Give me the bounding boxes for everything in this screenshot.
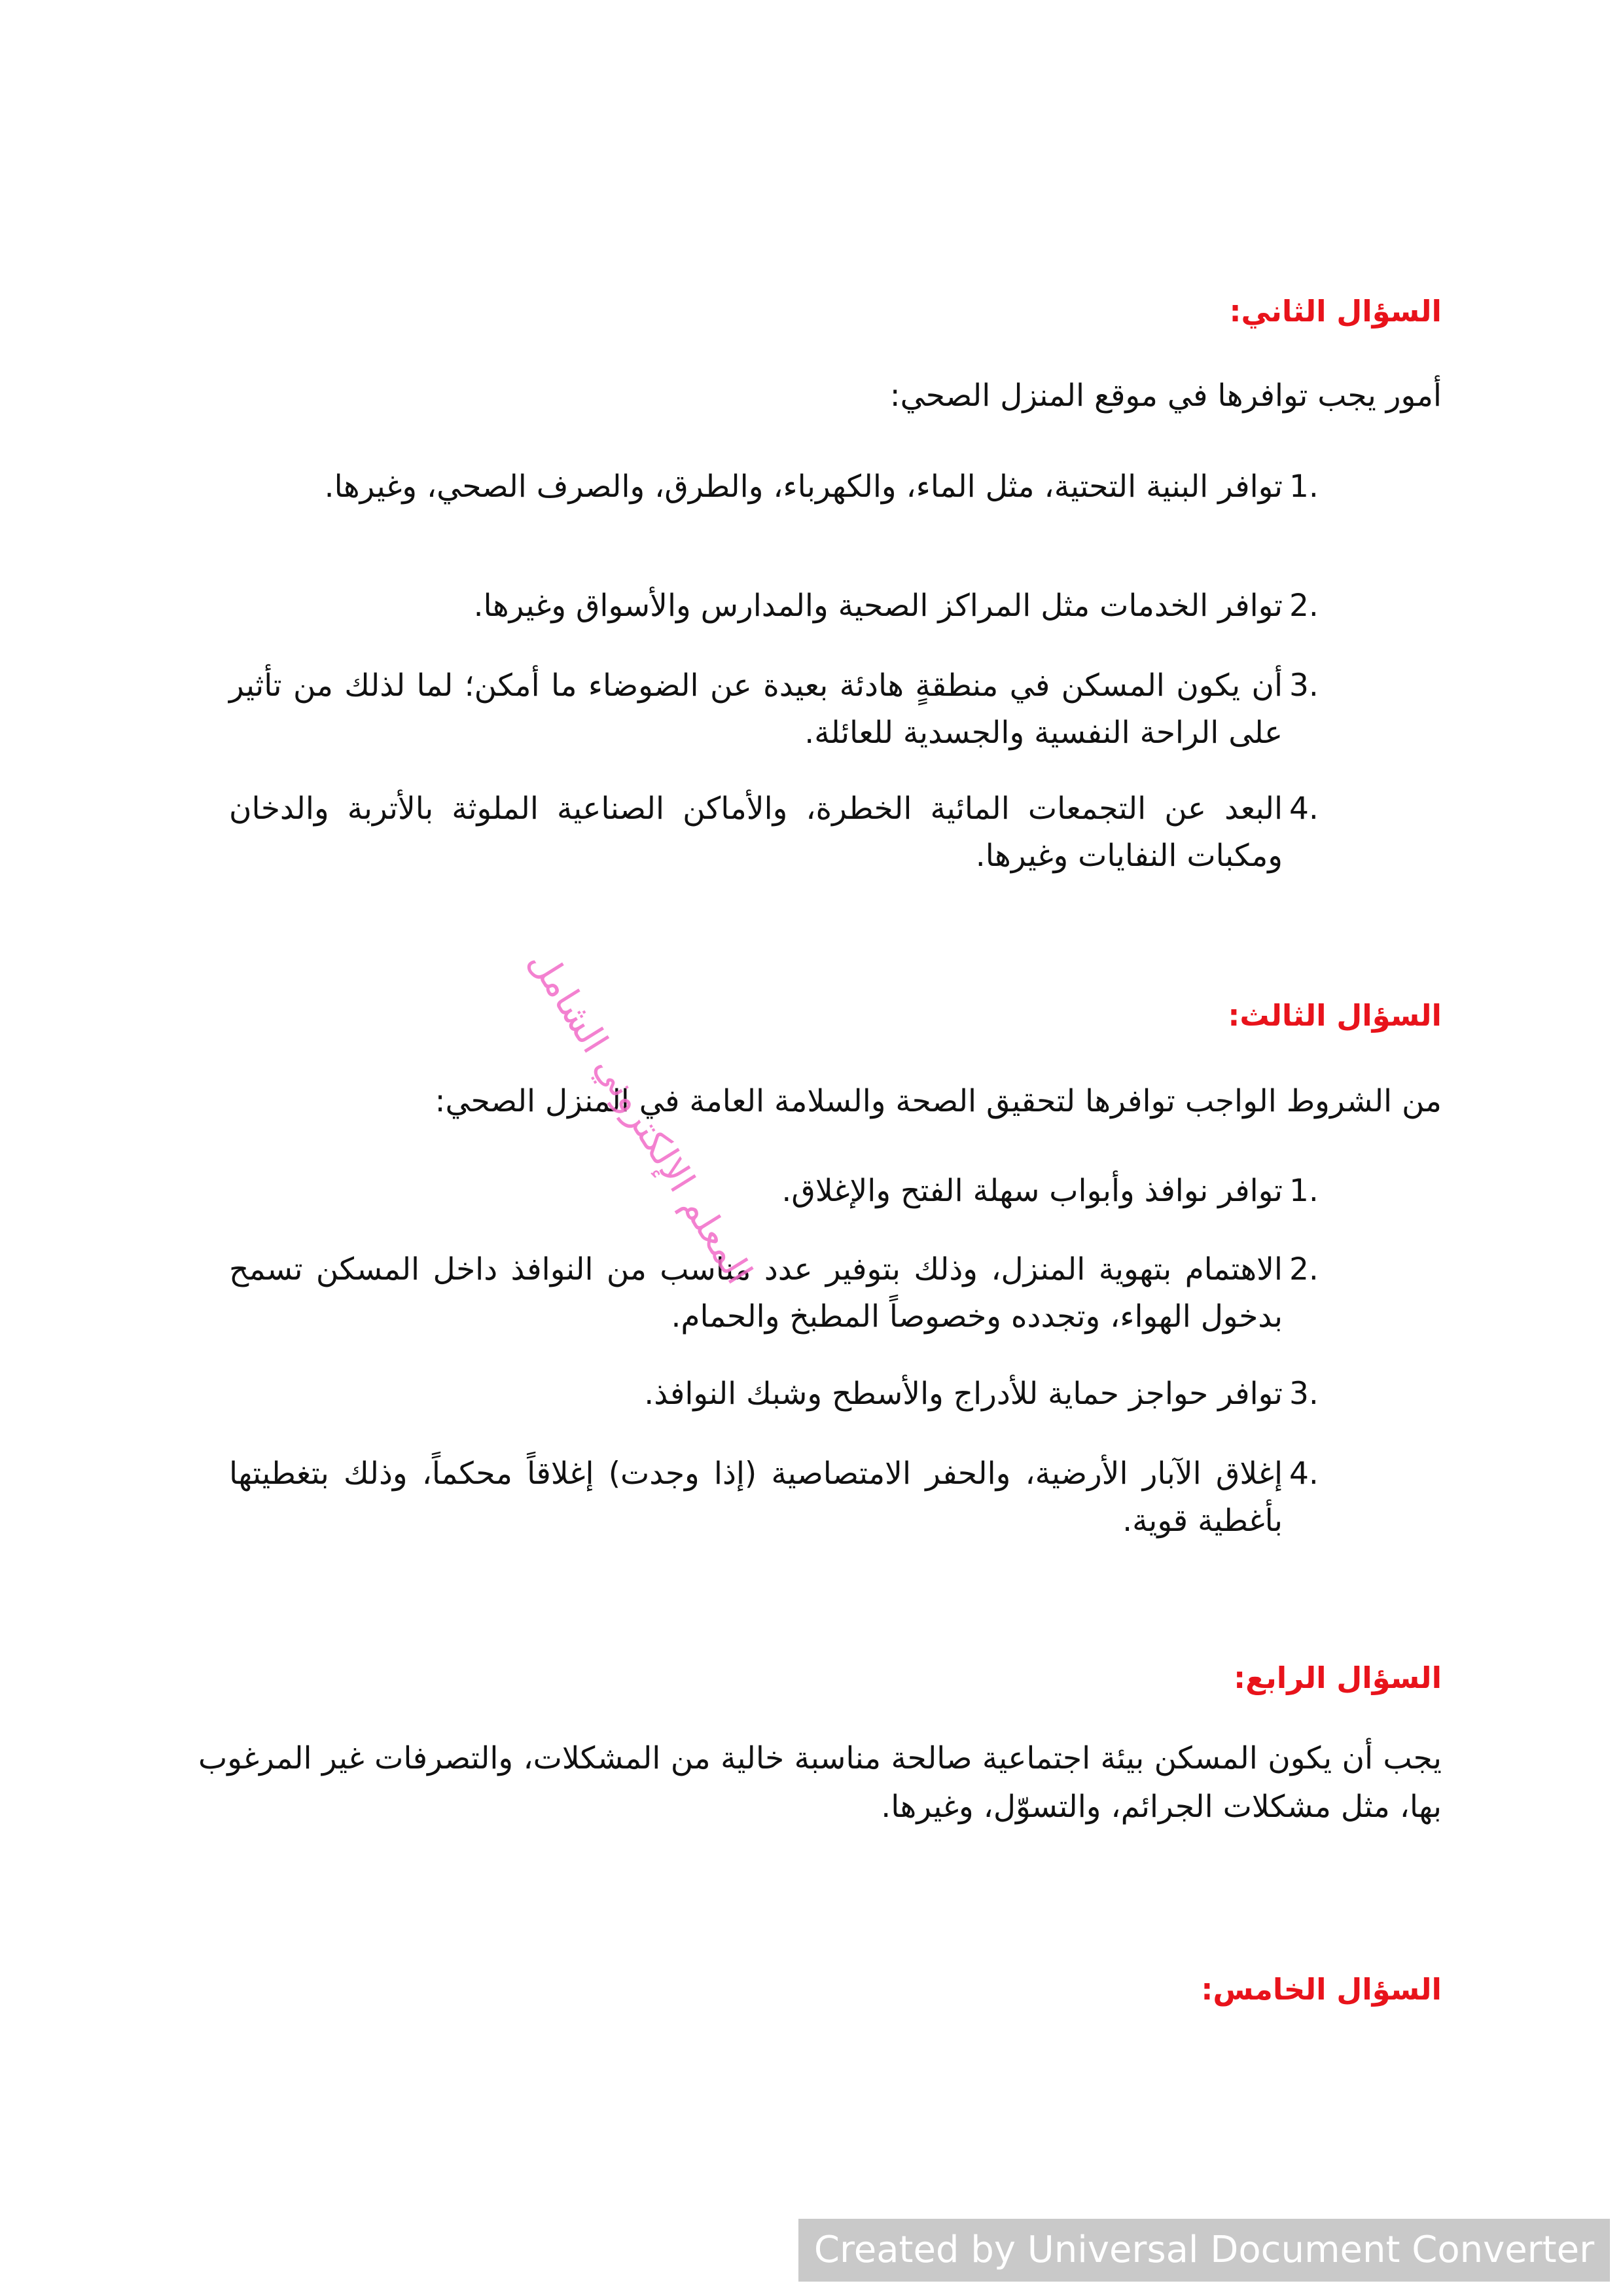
list-number: 3. — [1289, 1376, 1319, 1412]
list-item — [229, 1246, 1319, 1340]
watermark-text: المعلم الإلكتروني الشامل — [520, 942, 760, 1292]
list-number: 1. — [1289, 469, 1319, 505]
list-item-text: توافر نوافذ وأبواب سهلة الفتح والإغلاق. — [781, 1173, 1283, 1209]
intro-question-2: أمور يجب توافرها في موقع المنزل الصحي: — [889, 378, 1442, 414]
list-number: 1. — [1289, 1173, 1319, 1209]
list-item-text: توافر الخدمات مثل المراكز الصحية والمدارس والأسواق وغيرها. — [473, 588, 1283, 624]
converter-footer-banner: Created by Universal Document Converter — [798, 2219, 1610, 2282]
list-number: 2. — [1289, 1251, 1319, 1287]
list-number: 3. — [1289, 668, 1319, 704]
list-number: 2. — [1289, 588, 1319, 624]
list-item-text: توافر البنية التحتية، مثل الماء، والكهرباء، والطرق، والصرف الصحي، وغيرها. — [324, 469, 1283, 505]
list-item — [229, 583, 1319, 630]
list-item — [229, 1450, 1319, 1545]
heading-question-5: السؤال الخامس: — [1201, 1972, 1442, 2007]
list-item-text: إغلاق الآبار الأرضية، والحفر الامتصاصية (إذا وجدت) إغلاقاً محكماً، وذلك بتغطيتها بأغطية قوية. — [229, 1456, 1283, 1539]
list-item-text: الاهتمام بتهوية المنزل، وذلك بتوفير عدد مناسب من النوافذ داخل المسكن تسمح بدخول الهواء، وتجدده وخصوصاً المطبخ والحمام. — [229, 1251, 1283, 1335]
intro-question-3: من الشروط الواجب توافرها لتحقيق الصحة والسلامة العامة في المنزل الصحي: — [435, 1083, 1442, 1119]
list-item-text: أن يكون المسكن في منطقةٍ هادئة بعيدة عن الضوضاء ما أمكن؛ لما لذلك من تأثير على الراحة النفسية والجسدية للعائلة. — [229, 668, 1283, 751]
heading-question-4: السؤال الرابع: — [1234, 1660, 1442, 1695]
list-item — [229, 1168, 1319, 1215]
answer-paragraph-4: يجب أن يكون المسكن بيئة اجتماعية صالحة مناسبة خالية من المشكلات، والتصرفات غير المرغوب بها، مثل مشكلات الجرائم، والتسوّل، وغيرها. — [198, 1740, 1442, 1825]
list-number: 4. — [1289, 791, 1319, 827]
heading-question-3: السؤال الثالث: — [1228, 998, 1442, 1033]
list-item-text: البعد عن التجمعات المائية الخطرة، والأماكن الصناعية الملوثة بالأتربة والدخان ومكبات النفايات وغيرها. — [229, 791, 1283, 874]
list-item — [229, 463, 1319, 511]
list-item — [229, 1371, 1319, 1418]
heading-question-2: السؤال الثاني: — [1229, 294, 1442, 329]
list-number: 4. — [1289, 1456, 1319, 1492]
list-item — [229, 785, 1319, 880]
list-item — [229, 662, 1319, 757]
list-item-text: توافر حواجز حماية للأدراج والأسطح وشبك النوافذ. — [644, 1376, 1283, 1412]
